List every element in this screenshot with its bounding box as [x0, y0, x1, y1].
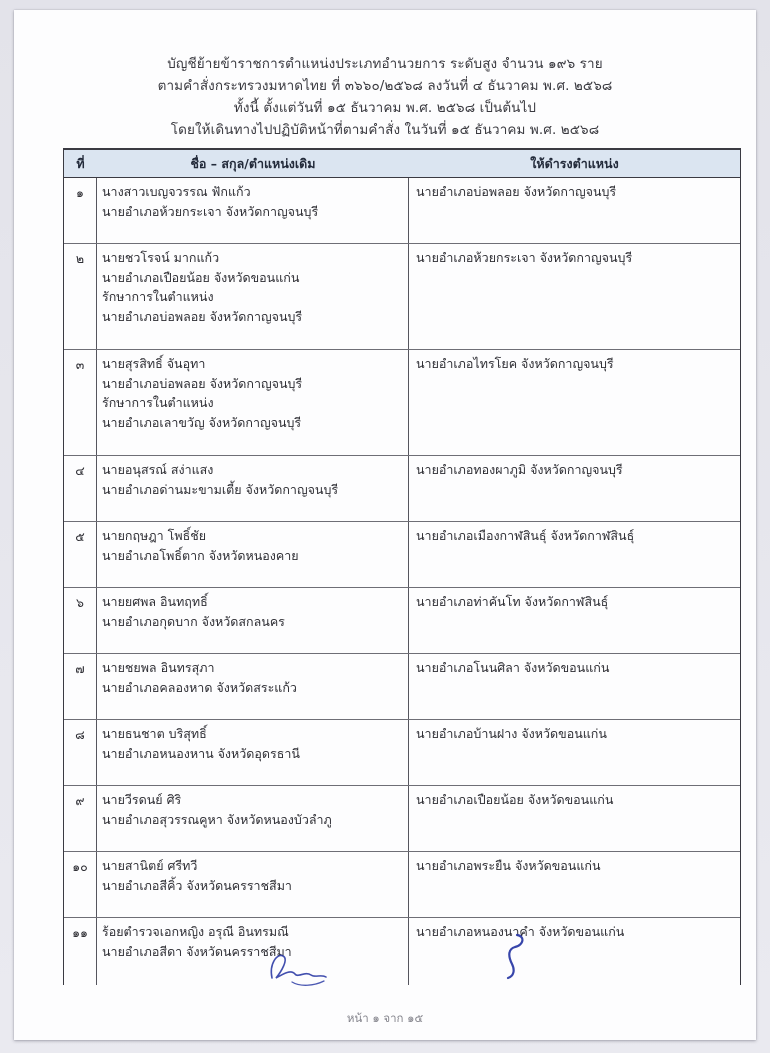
- row-old-position-line: รักษาการในตำแหน่ง: [102, 289, 214, 304]
- title-line-1: บัญชีย้ายข้าราชการตำแหน่งประเภทอำนวยการ ระดับสูง จำนวน ๑๙๖ ราย: [167, 56, 603, 72]
- title-line-2: ตามคำสั่งกระทรวงมหาดไทย ที่ ๓๖๖๐/๒๕๖๘ ลงวันที่ ๔ ธันวาคม พ.ศ. ๒๕๖๘: [157, 78, 613, 94]
- row-new-position-cell: [409, 852, 740, 917]
- row-old-position-cell: [97, 456, 409, 521]
- row-old-position-cell: [97, 522, 409, 587]
- row-number: ๘: [64, 720, 97, 785]
- row-old-position-cell: [97, 654, 409, 719]
- row-number: ๒: [64, 244, 97, 349]
- row-old-position-line: นายอำเภอสุวรรณคูหา จังหวัดหนองบัวลำภู: [102, 811, 332, 827]
- row-new-position-line: นายอำเภอเมืองกาฬสินธุ์ จังหวัดกาฬสินธุ์: [416, 528, 635, 543]
- row-number: ๑: [64, 178, 97, 243]
- row-old-position-line: นายอนุสรณ์ สง่าแสง: [102, 462, 214, 477]
- row-new-position-cell: [409, 720, 740, 785]
- table-row: [64, 522, 740, 588]
- row-old-position-line: นายอำเภอบ่อพลอย จังหวัดกาญจนบุรี: [102, 308, 303, 324]
- row-new-position-cell: [409, 654, 740, 719]
- row-new-position-cell: [409, 588, 740, 653]
- row-old-position-line: นายวีรดนย์ ศิริ: [102, 792, 182, 807]
- row-number: ๑๑: [64, 918, 97, 985]
- row-old-position-line: นายอำเภอเลาขวัญ จังหวัดกาญจนบุรี: [102, 414, 302, 430]
- row-old-position-line: นายอำเภอสีคิ้ว จังหวัดนครราชสีมา: [102, 877, 292, 893]
- table-row: [64, 918, 740, 985]
- row-number: ๔: [64, 456, 97, 521]
- row-old-position-cell: [97, 244, 409, 349]
- table-header-row: [64, 150, 740, 178]
- page-number: หน้า ๑ จาก ๑๕: [346, 1011, 424, 1025]
- row-number: ๕: [64, 522, 97, 587]
- row-old-position-cell: [97, 786, 409, 851]
- row-new-position-line: นายอำเภอหนองนาคำ จังหวัดขอนแก่น: [416, 924, 625, 939]
- row-new-position-line: นายอำเภอทองผาภูมิ จังหวัดกาญจนบุรี: [416, 462, 623, 477]
- row-old-position-line: นายอำเภอห้วยกระเจา จังหวัดกาญจนบุรี: [102, 203, 319, 219]
- row-new-position-line: นายอำเภอเปือยน้อย จังหวัดขอนแก่น: [416, 792, 614, 807]
- row-old-position-line: นายอำเภอเปือยน้อย จังหวัดขอนแก่น: [102, 269, 300, 285]
- row-number: ๑๐: [64, 852, 97, 917]
- row-new-position-line: นายอำเภอบ้านฝาง จังหวัดขอนแก่น: [416, 726, 607, 741]
- row-number: ๖: [64, 588, 97, 653]
- row-old-position-line: ร้อยตำรวจเอกหญิง อรุณี อินทรมณี: [102, 924, 289, 939]
- col-header-new-position: ให้ดำรงตำแหน่ง: [530, 155, 619, 171]
- table-row: [64, 720, 740, 786]
- handwritten-signature: [264, 948, 346, 990]
- document-page: [14, 10, 756, 1040]
- row-old-position-line: นายอำเภอบ่อพลอย จังหวัดกาญจนบุรี: [102, 375, 303, 391]
- row-old-position-cell: [97, 588, 409, 653]
- row-old-position-line: นายกฤษฎา โพธิ์ชัย: [102, 528, 207, 543]
- row-number: ๗: [64, 654, 97, 719]
- row-old-position-line: นายยศพล อินทฤทธิ์: [102, 594, 208, 609]
- table-row: [64, 852, 740, 918]
- row-old-position-line: นายอำเภอคลองหาด จังหวัดสระแก้ว: [102, 679, 297, 695]
- row-old-position-cell: [97, 918, 409, 985]
- row-old-position-cell: [97, 720, 409, 785]
- row-old-position-line: นายสานิตย์ ศรีทวี: [102, 858, 198, 873]
- row-new-position-line: นายอำเภอไทรโยค จังหวัดกาญจนบุรี: [416, 356, 614, 371]
- row-old-position-line: นายอำเภอโพธิ์ตาก จังหวัดหนองคาย: [102, 547, 299, 563]
- table-row: [64, 588, 740, 654]
- table-row: [64, 786, 740, 852]
- col-header-name-old-position: ชื่อ – สกุล/ตำแหน่งเดิม: [190, 155, 316, 171]
- table-row: [64, 178, 740, 244]
- row-old-position-line: นางสาวเบญจวรรณ ฟักแก้ว: [102, 184, 251, 199]
- table-row: [64, 456, 740, 522]
- title-line-3: ทั้งนี้ ตั้งแต่วันที่ ๑๕ ธันวาคม พ.ศ. ๒๕๖๘ เป็นต้นไป: [233, 100, 537, 116]
- row-new-position-cell: [409, 918, 740, 985]
- transfer-table: [63, 148, 741, 985]
- row-old-position-cell: [97, 852, 409, 917]
- table-row: [64, 244, 740, 350]
- row-old-position-cell: [97, 178, 409, 243]
- col-header-no: ที่: [76, 155, 85, 171]
- table-row: [64, 350, 740, 456]
- row-old-position-line: รักษาการในตำแหน่ง: [102, 395, 214, 410]
- handwritten-check-mark: [500, 930, 528, 982]
- row-new-position-line: นายอำเภอพระยืน จังหวัดขอนแก่น: [416, 858, 601, 873]
- row-new-position-cell: [409, 786, 740, 851]
- row-old-position-line: นายธนชาต บริสุทธิ์: [102, 726, 207, 741]
- row-number: ๓: [64, 350, 97, 455]
- row-old-position-line: นายอำเภอกุดบาก จังหวัดสกลนคร: [102, 613, 285, 629]
- row-new-position-cell: [409, 244, 740, 349]
- row-old-position-line: นายชวโรจน์ มากแก้ว: [102, 250, 220, 265]
- row-old-position-line: นายสุรสิทธิ์ จันอุทา: [102, 356, 206, 371]
- row-new-position-cell: [409, 178, 740, 243]
- row-new-position-cell: [409, 456, 740, 521]
- row-number: ๙: [64, 786, 97, 851]
- row-new-position-cell: [409, 522, 740, 587]
- title-line-4: โดยให้เดินทางไปปฏิบัติหน้าที่ตามคำสั่ง ในวันที่ ๑๕ ธันวาคม พ.ศ. ๒๕๖๘: [170, 122, 600, 138]
- row-new-position-line: นายอำเภอท่าคันโท จังหวัดกาฬสินธุ์: [416, 594, 609, 609]
- row-old-position-line: นายอำเภอสีดา จังหวัดนครราชสีมา: [102, 943, 292, 959]
- row-new-position-line: นายอำเภอโนนศิลา จังหวัดขอนแก่น: [416, 660, 610, 675]
- row-old-position-line: นายอำเภอหนองหาน จังหวัดอุดรธานี: [102, 745, 300, 761]
- table-row: [64, 654, 740, 720]
- document-title: [14, 10, 756, 141]
- row-new-position-cell: [409, 350, 740, 455]
- row-new-position-line: นายอำเภอบ่อพลอย จังหวัดกาญจนบุรี: [416, 184, 617, 199]
- row-old-position-line: นายอำเภอด่านมะขามเตี้ย จังหวัดกาญจนบุรี: [102, 481, 339, 497]
- row-old-position-cell: [97, 350, 409, 455]
- row-old-position-line: นายชยพล อินทรสุภา: [102, 660, 215, 675]
- row-new-position-line: นายอำเภอห้วยกระเจา จังหวัดกาญจนบุรี: [416, 250, 633, 265]
- table-body: [64, 178, 740, 985]
